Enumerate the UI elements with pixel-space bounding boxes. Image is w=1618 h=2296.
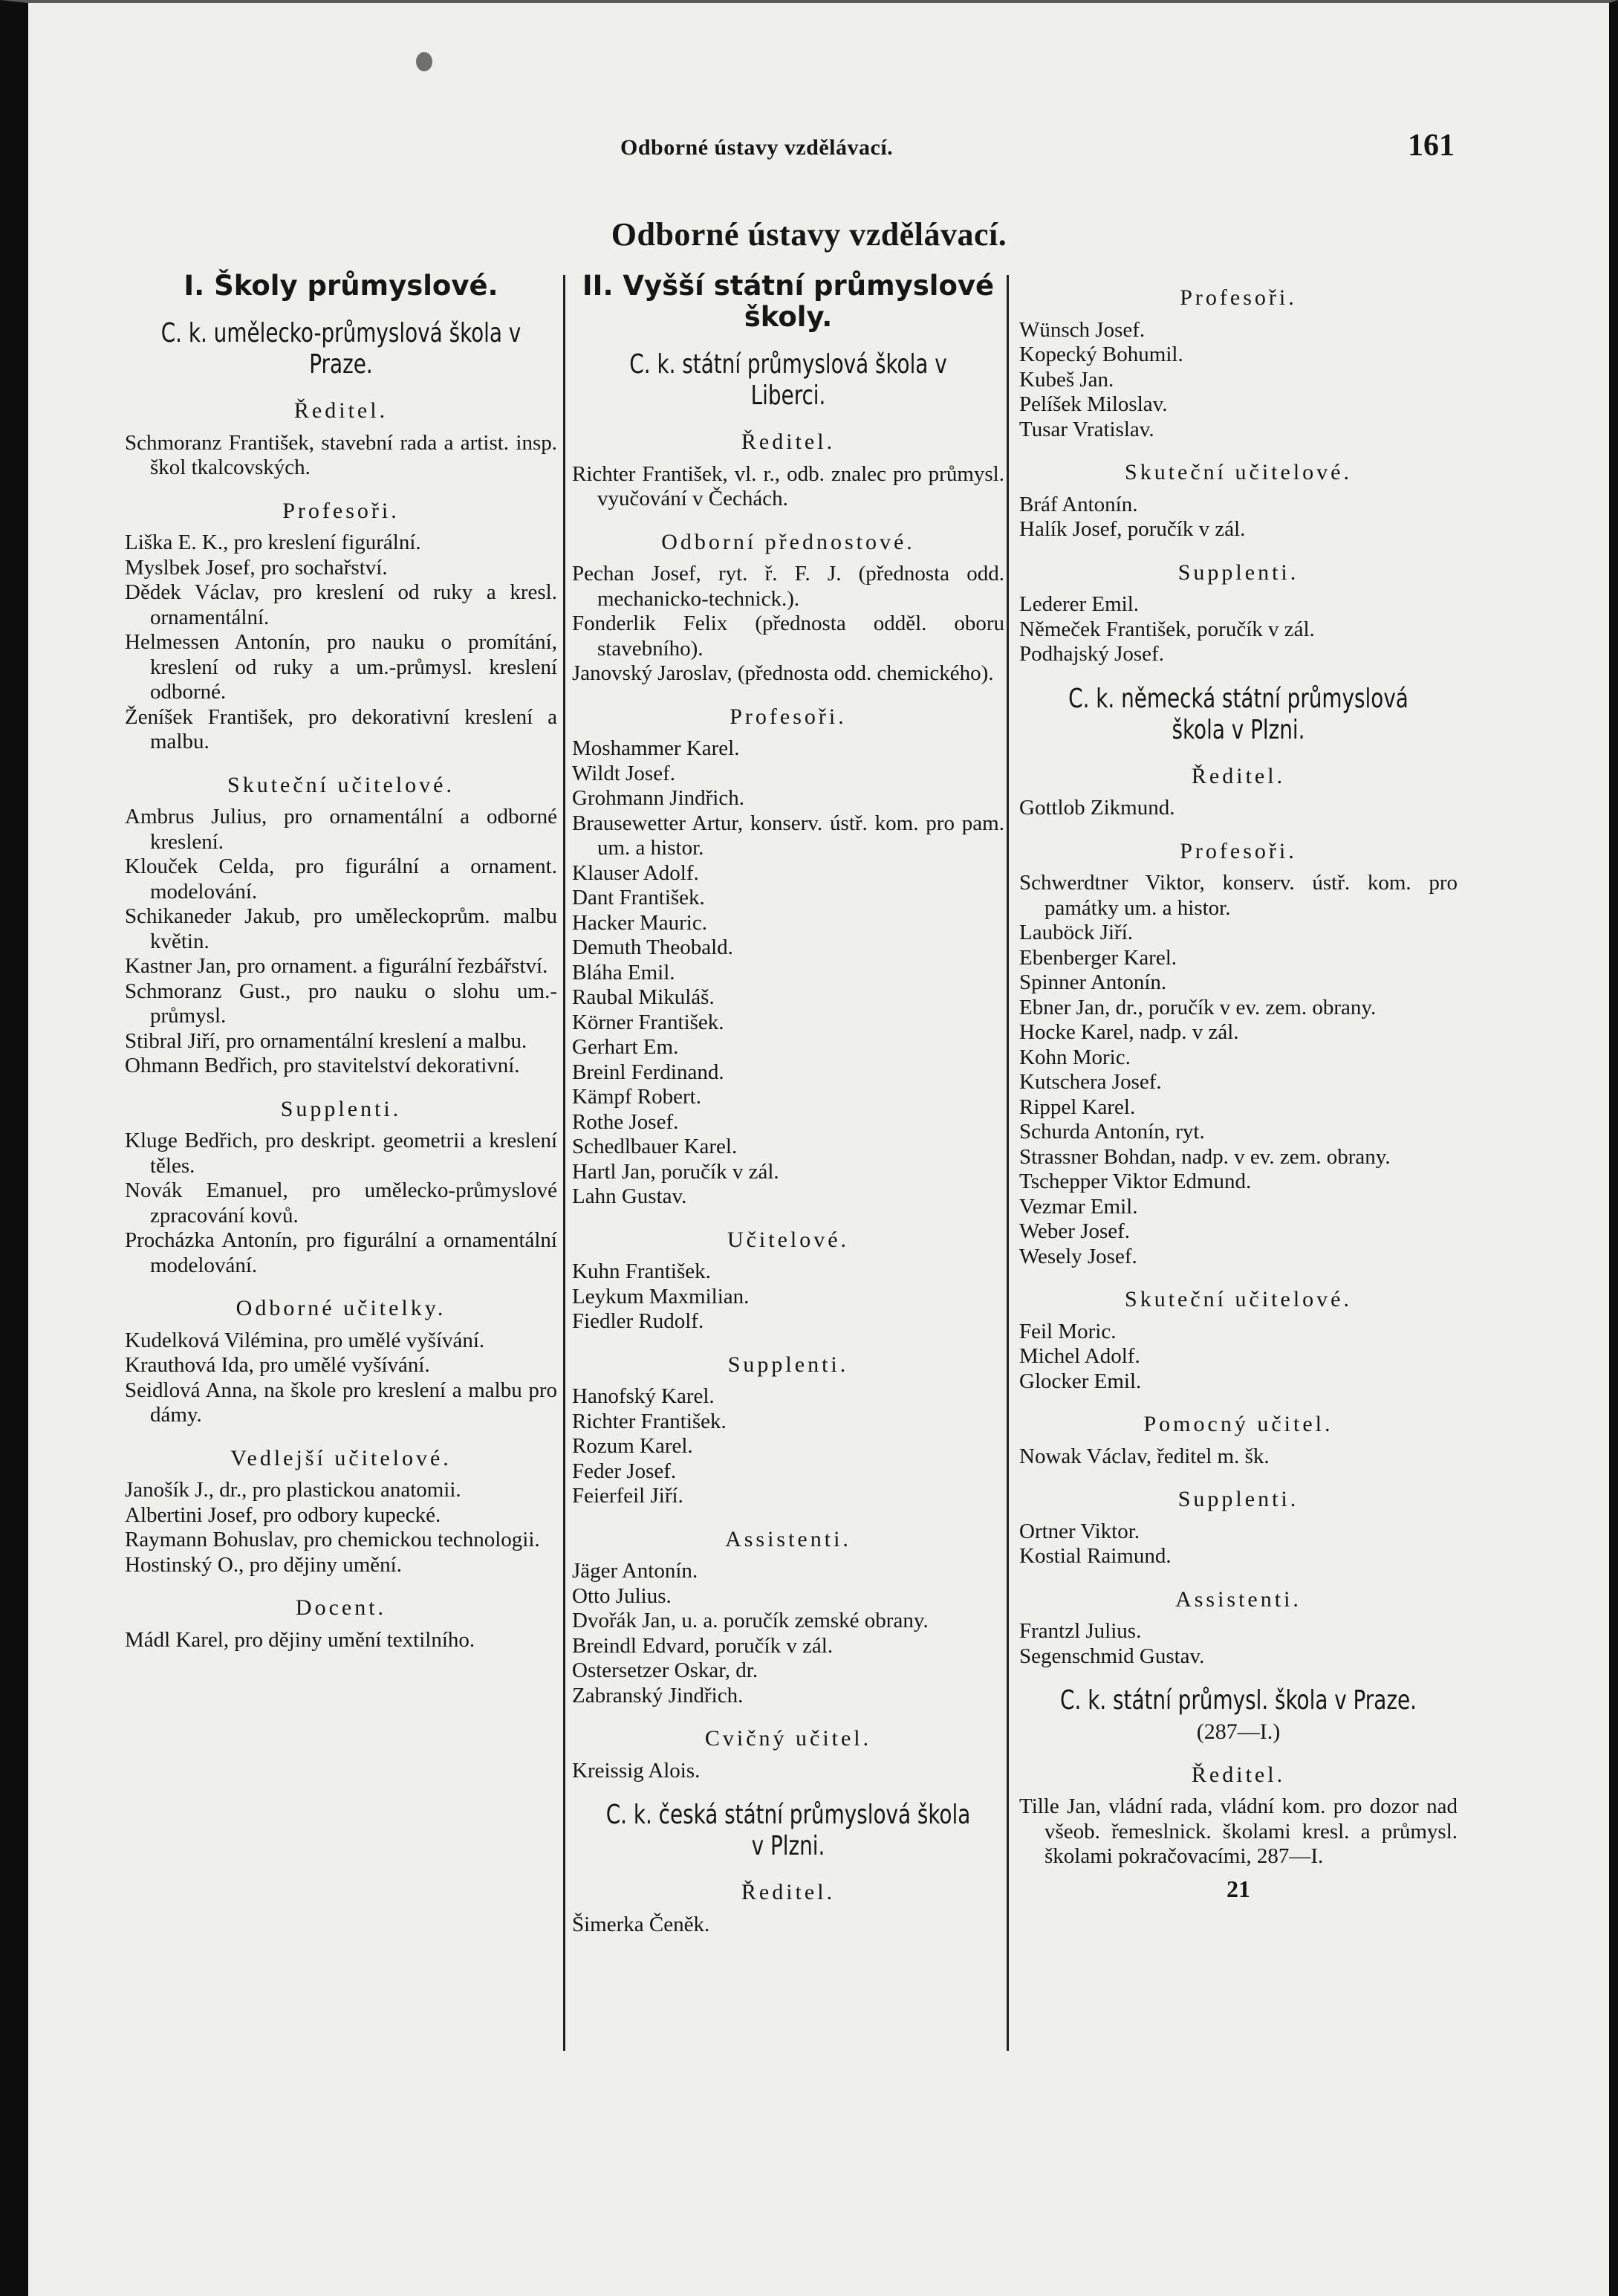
school-name: C. k. česká státní průmyslová škola v Plzni.: [605, 1800, 971, 1861]
staff-entry: Michel Adolf.: [1019, 1344, 1140, 1368]
staff-entry: Zabranský Jindřich.: [572, 1683, 744, 1708]
staff-entry: Schedlbauer Karel.: [572, 1135, 738, 1158]
staff-entry: Ženíšek František, pro dekorativní kreslení a malbu.: [125, 704, 557, 753]
staff-entry: Wünsch Josef.: [1019, 317, 1146, 342]
staff-entry: Novák Emanuel, pro umělecko-průmyslové zpracování kovů.: [125, 1178, 557, 1228]
staff-entry: Jäger Antonín.: [572, 1559, 698, 1583]
staff-entry: Bláha Emil.: [572, 960, 675, 985]
staff-entry: Lederer Emil.: [1019, 592, 1140, 616]
staff-entry: Seidlová Anna, na škole pro kreslení a malbu pro dámy.: [125, 1378, 557, 1427]
staff-entry: Procházka Antonín, pro figurální a ornamentální modelování.: [125, 1228, 557, 1277]
staff-entry: Janošík J., dr., pro plastickou anatomii.: [125, 1478, 461, 1502]
staff-entry: Feil Moric.: [1019, 1319, 1117, 1343]
staff-groups: [572, 1880, 1004, 1937]
group-heading: Ředitel.: [1191, 763, 1286, 788]
staff-entry: Kreissig Alois.: [572, 1758, 701, 1783]
group-heading: Odborní přednostové.: [661, 529, 915, 554]
staff-entry: Richter František.: [572, 1409, 727, 1433]
group-heading: Skuteční učitelové.: [227, 772, 455, 797]
staff-entry: Lauböck Jiří.: [1019, 921, 1134, 944]
staff-groups: [572, 429, 1004, 1783]
school-name: C. k. státní průmyslová škola v Liberci.: [629, 349, 947, 411]
school-name: C. k. státní průmysl. škola v Praze.: [1060, 1685, 1417, 1716]
staff-entry: Hanofský Karel.: [572, 1384, 715, 1408]
staff-entry: Vezmar Emil.: [1019, 1194, 1138, 1219]
staff-entry: Kostial Raimund.: [1019, 1544, 1172, 1568]
staff-entry: Rippel Karel.: [1019, 1095, 1136, 1119]
staff-entry: Mádl Karel, pro dějiny umění textilního.: [125, 1627, 475, 1652]
staff-entry: Dant František.: [572, 886, 705, 909]
staff-entry: Kutschera Josef.: [1019, 1070, 1162, 1094]
staff-entry: Segenschmid Gustav.: [1019, 1644, 1205, 1668]
staff-entry: Nowak Václav, ředitel m. šk.: [1019, 1444, 1270, 1468]
group-heading: Docent.: [295, 1595, 387, 1620]
staff-entry: Němeček František, poručík v zál.: [1019, 617, 1315, 641]
section-title: I. Školy průmyslové.: [183, 270, 498, 302]
school-name: C. k. německá státní průmyslová škola v Plzni.: [1068, 683, 1409, 745]
staff-entry: Frantzl Julius.: [1019, 1619, 1142, 1643]
staff-entry: Feder Josef.: [572, 1459, 677, 1483]
staff-entry: Glocker Emil.: [1019, 1369, 1142, 1393]
staff-entry: Albertini Josef, pro odbory kupecké.: [125, 1502, 441, 1527]
group-heading: Vedlejší učitelové.: [230, 1445, 452, 1470]
group-heading: Profesoři.: [1180, 838, 1297, 863]
staff-groups: [125, 398, 557, 1653]
staff-entry: Ebenberger Karel.: [1019, 945, 1177, 970]
staff-entry: Ostersetzer Oskar, dr.: [572, 1658, 758, 1682]
staff-entry: Kuhn František.: [572, 1259, 711, 1283]
staff-entry: Tusar Vratislav.: [1019, 417, 1154, 441]
staff-entry: Schwerdtner Viktor, konserv. ústř. kom. pro památky um. a histor.: [1019, 871, 1458, 920]
group-heading: Ředitel.: [293, 398, 389, 423]
group-heading: Assistenti.: [1175, 1586, 1302, 1612]
column-divider: [563, 275, 565, 2051]
staff-entry: Helmessen Antonín, pro nauku o promítání, kreslení od ruky a um.-průmysl. kreslení odborné.: [125, 630, 557, 704]
staff-entry: Moshammer Karel.: [572, 736, 740, 760]
staff-entry: Klauser Adolf.: [572, 860, 699, 885]
page-title: Odborné ústavy vzdělávací.: [611, 216, 1007, 253]
staff-entry: Dvořák Jan, u. a. poručík zemské obrany.: [572, 1609, 929, 1632]
staff-entry: Janovský Jaroslav, (přednosta odd. chemického).: [572, 661, 994, 685]
staff-entry: Myslbek Josef, pro sochařství.: [125, 555, 388, 580]
staff-entry: Breinl Ferdinand.: [572, 1060, 724, 1084]
staff-entry: Pelíšek Miloslav.: [1019, 392, 1168, 416]
staff-entry: Grohmann Jindřich.: [572, 786, 744, 810]
staff-entry: Kämpf Robert.: [572, 1085, 701, 1109]
staff-entry: Ortner Viktor.: [1019, 1519, 1140, 1543]
staff-entry: Pechan Josef, ryt. ř. F. J. (přednosta odd. mechanicko-technick.).: [572, 562, 1004, 611]
school-number: (287—I.): [1196, 1719, 1281, 1744]
staff-entry: Krauthová Ida, pro umělé vyšívání.: [125, 1353, 430, 1377]
staff-entry: Körner František.: [572, 1010, 724, 1034]
group-heading: Supplenti.: [727, 1352, 849, 1377]
staff-entry: Wesely Josef.: [1019, 1244, 1137, 1268]
staff-entry: Otto Julius.: [572, 1583, 672, 1608]
staff-entry: Bráf Antonín.: [1019, 492, 1138, 516]
staff-entry: Klouček Celda, pro figurální a ornament. modelování.: [125, 854, 557, 904]
staff-groups: [1019, 1762, 1458, 1869]
column-1: [125, 267, 557, 1653]
group-heading: Učitelové.: [727, 1227, 850, 1252]
staff-groups: [1019, 285, 1458, 667]
signature-mark: 21: [1227, 1875, 1250, 1902]
running-header: Odborné ústavy vzdělávací.: [620, 135, 894, 160]
staff-entry: Raubal Mikuláš.: [572, 985, 715, 1009]
staff-entry: Demuth Theobald.: [572, 935, 733, 959]
group-heading: Skuteční učitelové.: [1125, 1287, 1352, 1311]
group-heading: Ředitel.: [741, 1880, 836, 1904]
staff-entry: Leykum Maxmilian.: [572, 1284, 750, 1308]
group-heading: Cvičný učitel.: [704, 1726, 872, 1751]
staff-entry: Lahn Gustav.: [572, 1184, 687, 1208]
staff-entry: Breindl Edvard, poručík v zál.: [572, 1633, 834, 1658]
staff-entry: Ambrus Julius, pro ornamentální a odborné kreslení.: [125, 805, 557, 854]
group-heading: Supplenti.: [1177, 1487, 1299, 1511]
staff-entry: Kudelková Vilémina, pro umělé vyšívání.: [125, 1328, 485, 1352]
group-heading: Skuteční učitelové.: [1125, 460, 1352, 484]
staff-entry: Richter František, vl. r., odb. znalec pro průmysl. vyučování v Čechách.: [572, 461, 1004, 510]
staff-entry: Schikaneder Jakub, pro uměleckoprům. malbu květin.: [125, 904, 557, 953]
group-heading: Ředitel.: [1191, 1762, 1286, 1787]
staff-groups: [1019, 764, 1458, 1670]
staff-entry: Kastner Jan, pro ornament. a figurální řezbářství.: [125, 954, 548, 978]
staff-entry: Wildt Josef.: [572, 761, 675, 785]
group-heading: Ředitel.: [741, 429, 836, 454]
group-heading: Odborné učitelky.: [235, 1296, 446, 1320]
group-heading: Profesoři.: [1180, 285, 1297, 310]
section-title: II. Vyšší státní průmyslové školy.: [582, 270, 995, 333]
staff-entry: Strassner Bohdan, nadp. v ev. zem. obrany.: [1019, 1144, 1391, 1169]
column-2: [572, 267, 1004, 1937]
staff-entry: Kubeš Jan.: [1019, 367, 1114, 392]
staff-entry: Ohmann Bedřich, pro stavitelství dekorativní.: [125, 1054, 520, 1077]
staff-entry: Dědek Václav, pro kreslení od ruky a kresl. ornamentální.: [125, 580, 557, 629]
staff-entry: Hartl Jan, poručík v zál.: [572, 1159, 779, 1184]
staff-entry: Kopecký Bohumil.: [1019, 343, 1183, 366]
staff-entry: Schmoranz František, stavební rada a artist. insp. škol tkalcovských.: [125, 430, 557, 479]
staff-entry: Schurda Antonín, ryt.: [1019, 1120, 1205, 1144]
column-3: [1019, 267, 1458, 1901]
group-heading: Supplenti.: [280, 1096, 402, 1121]
staff-entry: Hacker Mauric.: [572, 910, 707, 935]
staff-entry: Tschepper Viktor Edmund.: [1019, 1170, 1252, 1193]
staff-entry: Šimerka Čeněk.: [572, 1912, 710, 1936]
group-heading: Assistenti.: [725, 1526, 851, 1551]
staff-entry: Gerhart Em.: [572, 1035, 679, 1059]
staff-entry: Weber Josef.: [1019, 1219, 1131, 1243]
page-number: 161: [1408, 129, 1455, 163]
staff-entry: Feierfeil Jiří.: [572, 1484, 683, 1508]
group-heading: Supplenti.: [1177, 560, 1299, 585]
staff-entry: Podhajský Josef.: [1019, 642, 1164, 666]
staff-entry: Liška E. K., pro kreslení figurální.: [125, 531, 421, 554]
staff-entry: Ebner Jan, dr., poručík v ev. zem. obrany.: [1019, 995, 1377, 1019]
group-heading: Pomocný učitel.: [1143, 1412, 1333, 1436]
group-heading: Profesoři.: [282, 498, 400, 523]
staff-entry: Raymann Bohuslav, pro chemickou technologii.: [125, 1528, 540, 1551]
staff-entry: Rothe Josef.: [572, 1109, 679, 1134]
school-name: C. k. umělecko-průmyslová škola v Praze.: [160, 318, 522, 380]
staff-entry: Rozum Karel.: [572, 1434, 693, 1458]
staff-entry: Stibral Jiří, pro ornamentální kreslení a malbu.: [125, 1028, 527, 1053]
staff-entry: Tille Jan, vládní rada, vládní kom. pro dozor nad všeob. řemeslnick. školami kresl. a průmysl. školami pokračovacími, 287—I.: [1019, 1794, 1458, 1868]
print-smudge: [416, 52, 432, 71]
staff-entry: Gottlob Zikmund.: [1019, 796, 1175, 820]
staff-entry: Kohn Moric.: [1019, 1045, 1131, 1069]
staff-entry: Fiedler Rudolf.: [572, 1309, 704, 1333]
staff-entry: Hostinský O., pro dějiny umění.: [125, 1552, 402, 1577]
column-divider: [1007, 275, 1009, 2051]
staff-entry: Schmoranz Gust., pro nauku o slohu um.-průmysl.: [125, 979, 557, 1028]
staff-entry: Kluge Bedřich, pro deskript. geometrii a kreslení těles.: [125, 1129, 557, 1178]
staff-entry: Hocke Karel, nadp. v zál.: [1019, 1020, 1239, 1044]
staff-entry: Spinner Antonín.: [1019, 970, 1167, 994]
staff-entry: Fonderlik Felix (přednosta odděl. oboru stavebního).: [572, 612, 1004, 661]
staff-entry: Halík Josef, poručík v zál.: [1019, 517, 1246, 541]
group-heading: Profesoři.: [730, 704, 847, 729]
staff-entry: Brausewetter Artur, konserv. ústř. kom. pro pam. um. a histor.: [572, 811, 1004, 860]
